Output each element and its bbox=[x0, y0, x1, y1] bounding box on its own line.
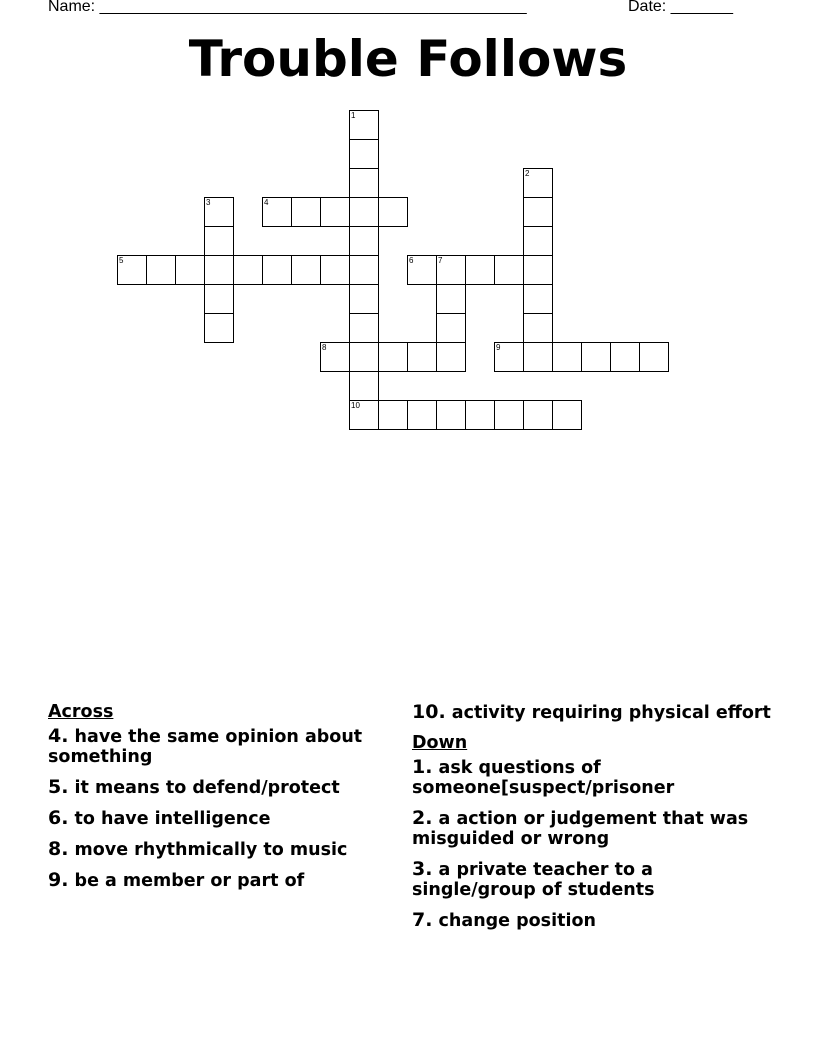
down-heading: Down bbox=[412, 733, 468, 753]
crossword-cell[interactable] bbox=[349, 168, 379, 198]
crossword-cell[interactable] bbox=[204, 313, 234, 343]
clue-text: be a member or part of bbox=[74, 871, 305, 891]
crossword-cell[interactable] bbox=[204, 284, 234, 314]
cell-number: 4 bbox=[264, 198, 269, 207]
clue-down-2 bbox=[412, 808, 772, 849]
crossword-grid bbox=[0, 0, 816, 460]
crossword-cell[interactable] bbox=[204, 226, 234, 256]
crossword-cell[interactable] bbox=[523, 400, 553, 430]
crossword-cell[interactable] bbox=[262, 255, 292, 285]
crossword-cell[interactable] bbox=[204, 255, 234, 285]
cell-number: 1 bbox=[351, 111, 356, 120]
crossword-cell[interactable] bbox=[436, 342, 466, 372]
cell-number: 5 bbox=[119, 256, 124, 265]
clue-number: 3. bbox=[412, 858, 433, 880]
clue-number: 2. bbox=[412, 807, 433, 829]
cell-number: 10 bbox=[351, 401, 360, 410]
crossword-cell[interactable] bbox=[610, 342, 640, 372]
crossword-cell[interactable] bbox=[349, 313, 379, 343]
clue-text: to have intelligence bbox=[74, 809, 271, 829]
crossword-cell[interactable] bbox=[494, 255, 524, 285]
clue-text: move rhythmically to music bbox=[74, 840, 348, 860]
crossword-cell[interactable] bbox=[407, 400, 437, 430]
clue-text: it means to defend/protect bbox=[74, 778, 340, 798]
clue-text: a action or judgement that was misguided or wrong bbox=[412, 809, 749, 849]
clue-number: 10. bbox=[412, 701, 446, 723]
clue-down-7 bbox=[412, 910, 772, 931]
crossword-cell[interactable] bbox=[349, 110, 379, 140]
clue-text: a private teacher to a single/group of students bbox=[412, 860, 655, 900]
crossword-cell[interactable] bbox=[175, 255, 205, 285]
page-title: Trouble Follows bbox=[188, 30, 628, 88]
crossword-cell[interactable] bbox=[523, 197, 553, 227]
crossword-cell[interactable] bbox=[378, 197, 408, 227]
crossword-cell[interactable] bbox=[320, 255, 350, 285]
crossword-cell[interactable] bbox=[436, 313, 466, 343]
crossword-cell[interactable] bbox=[436, 284, 466, 314]
crossword-cell[interactable] bbox=[552, 342, 582, 372]
crossword-cell[interactable] bbox=[407, 342, 437, 372]
crossword-cell[interactable] bbox=[494, 400, 524, 430]
clue-number: 5. bbox=[48, 776, 69, 798]
clue-text: change position bbox=[438, 911, 596, 931]
cell-number: 8 bbox=[322, 343, 327, 352]
crossword-cell[interactable] bbox=[523, 342, 553, 372]
clue-across-6 bbox=[48, 808, 388, 829]
crossword-cell[interactable] bbox=[407, 255, 437, 285]
cell-number: 2 bbox=[525, 169, 530, 178]
clue-number: 6. bbox=[48, 807, 69, 829]
crossword-cell[interactable] bbox=[494, 342, 524, 372]
crossword-cell[interactable] bbox=[117, 255, 147, 285]
crossword-cell[interactable] bbox=[349, 139, 379, 169]
across-heading: Across bbox=[48, 702, 114, 722]
cell-number: 7 bbox=[438, 256, 443, 265]
clue-down-3 bbox=[412, 859, 772, 900]
crossword-cell[interactable] bbox=[523, 168, 553, 198]
crossword-cell[interactable] bbox=[349, 226, 379, 256]
crossword-cell[interactable] bbox=[262, 197, 292, 227]
crossword-cell[interactable] bbox=[378, 400, 408, 430]
clue-across-10 bbox=[412, 702, 772, 723]
date-field-label: Date: _______ bbox=[628, 0, 733, 15]
cell-number: 9 bbox=[496, 343, 501, 352]
crossword-cell[interactable] bbox=[320, 197, 350, 227]
crossword-cell[interactable] bbox=[349, 255, 379, 285]
clue-across-5 bbox=[48, 777, 388, 798]
clue-number: 1. bbox=[412, 756, 433, 778]
crossword-cell[interactable] bbox=[349, 284, 379, 314]
cell-number: 6 bbox=[409, 256, 414, 265]
crossword-cell[interactable] bbox=[465, 255, 495, 285]
clues-left-column bbox=[48, 702, 388, 901]
crossword-cell[interactable] bbox=[233, 255, 263, 285]
crossword-cell[interactable] bbox=[581, 342, 611, 372]
crossword-cell[interactable] bbox=[523, 226, 553, 256]
clue-number: 4. bbox=[48, 725, 69, 747]
clue-across-4 bbox=[48, 726, 388, 767]
clue-across-9 bbox=[48, 870, 388, 891]
crossword-cell[interactable] bbox=[523, 313, 553, 343]
crossword-cell[interactable] bbox=[349, 400, 379, 430]
crossword-cell[interactable] bbox=[291, 255, 321, 285]
crossword-cell[interactable] bbox=[523, 255, 553, 285]
clue-number: 7. bbox=[412, 909, 433, 931]
name-field-label: Name: ________________________________________________ bbox=[48, 0, 527, 15]
clue-across-8 bbox=[48, 839, 388, 860]
crossword-cell[interactable] bbox=[146, 255, 176, 285]
crossword-cell[interactable] bbox=[291, 197, 321, 227]
crossword-cell[interactable] bbox=[436, 255, 466, 285]
clue-text: activity requiring physical effort bbox=[451, 703, 771, 723]
crossword-cell[interactable] bbox=[436, 400, 466, 430]
crossword-cell[interactable] bbox=[204, 197, 234, 227]
crossword-cell[interactable] bbox=[465, 400, 495, 430]
clue-number: 8. bbox=[48, 838, 69, 860]
clue-text: ask questions of someone[suspect/prisoner bbox=[412, 758, 675, 798]
crossword-cell[interactable] bbox=[349, 197, 379, 227]
crossword-cell[interactable] bbox=[639, 342, 669, 372]
clue-down-1 bbox=[412, 757, 772, 798]
clue-text: have the same opinion about something bbox=[48, 727, 363, 767]
crossword-cell[interactable] bbox=[349, 371, 379, 401]
crossword-cell[interactable] bbox=[552, 400, 582, 430]
cell-number: 3 bbox=[206, 198, 211, 207]
crossword-cell[interactable] bbox=[349, 342, 379, 372]
crossword-cell[interactable] bbox=[320, 342, 350, 372]
crossword-cell[interactable] bbox=[523, 284, 553, 314]
clues-right-column bbox=[412, 702, 772, 941]
crossword-cell[interactable] bbox=[378, 342, 408, 372]
clue-number: 9. bbox=[48, 869, 69, 891]
